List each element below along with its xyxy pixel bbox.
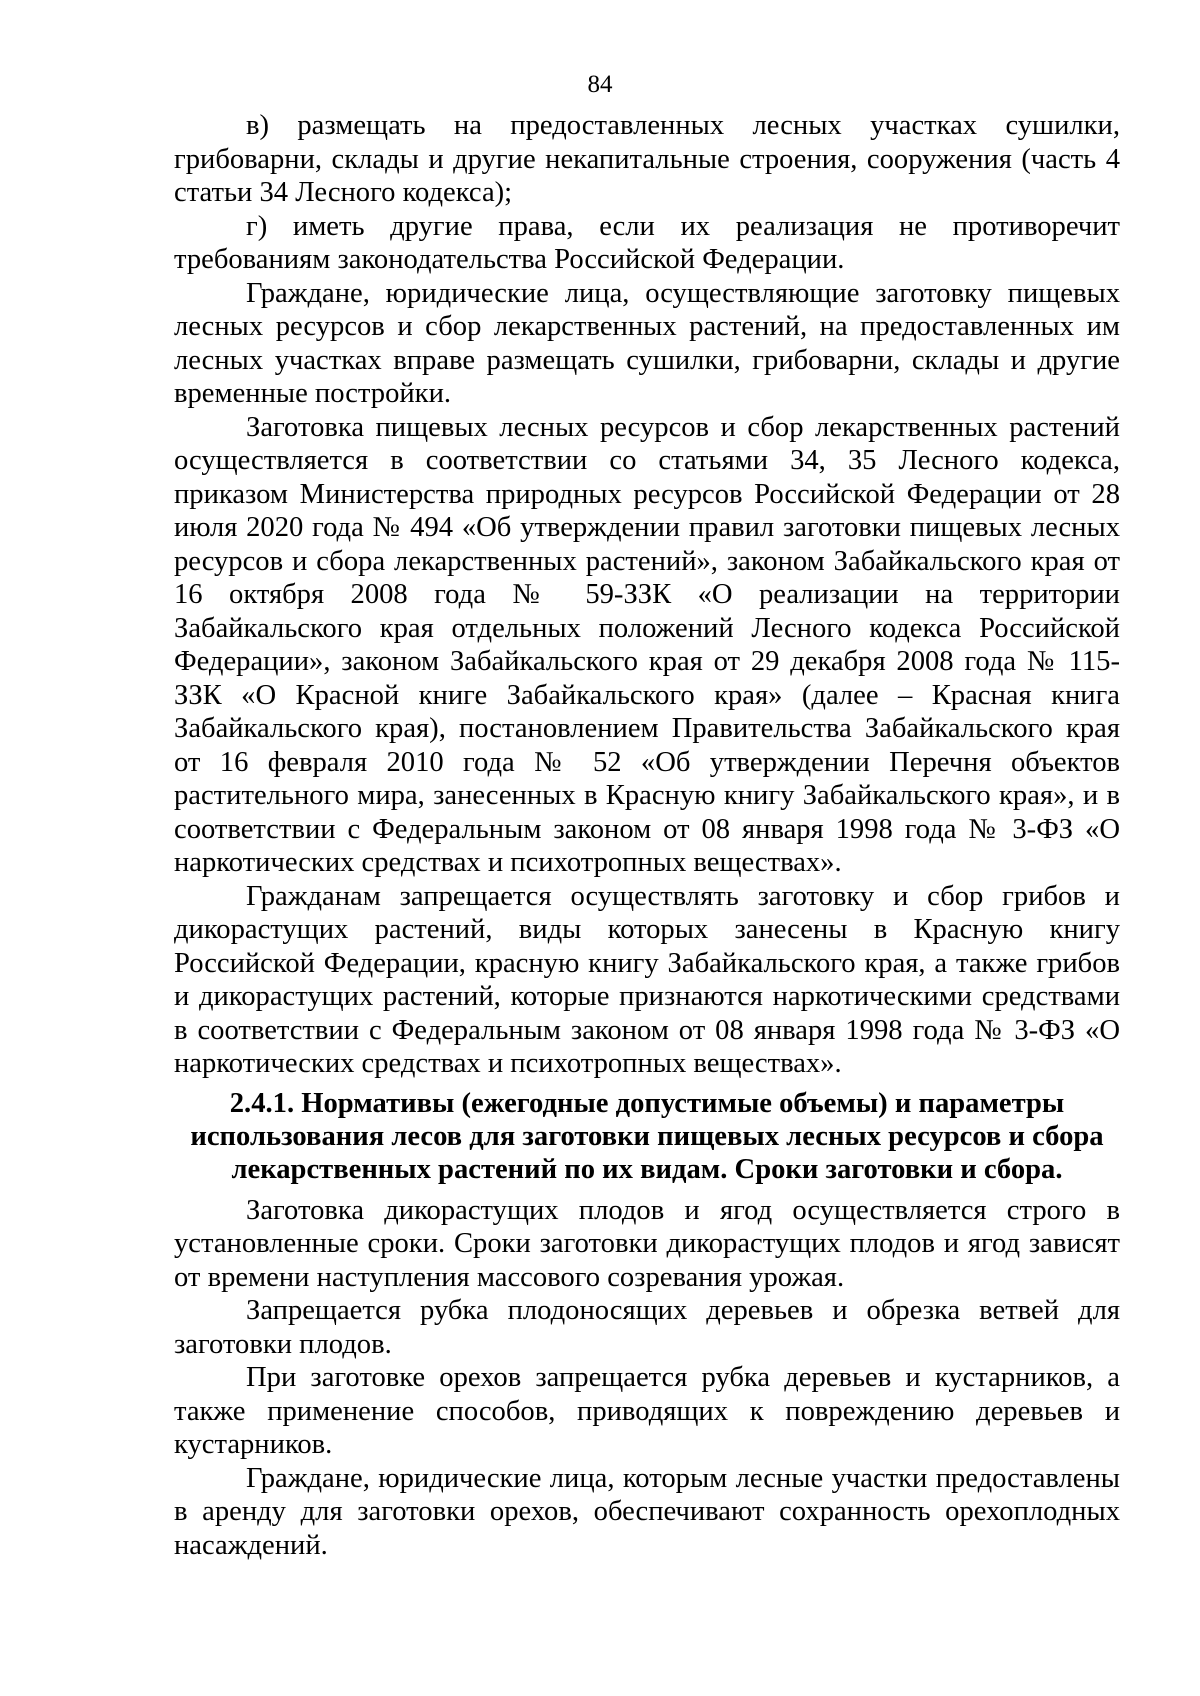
page-number: 84 [587,71,613,98]
paragraph-prohibition-red-book: Гражданам запрещается осуществлять заготовку и сбор грибов и дикорастущих растений, виды которых занесены в Красную книгу Российской Федерации, красную книгу Забайкальского края, а также грибов и дикорастущих растений, которые признаются наркотическими средствами в соответствии с Федеральным законом от 08 января 1998 года № 3-ФЗ «О наркотических средствах и психотропных веществах». [174,880,1120,1079]
paragraph-fruit-berries-terms: Заготовка дикорастущих плодов и ягод осуществляется строго в установленные сроки. Сроки заготовки дикорастущих плодов и ягод зависят от времени наступления массового созревания урожая. [174,1194,1120,1293]
paragraph-legal-basis: Заготовка пищевых лесных ресурсов и сбор лекарственных растений осуществляется в соответствии со статьями 34, 35 Лесного кодекса, приказом Министерства природных ресурсов Российской Федерации от 28 июля 2020 года № 494 «Об утверждении правил заготовки пищевых лесных ресурсов и сбора лекарственных растений», законом Забайкальского края от 16 октября 2008 года № 59-ЗЗК «О реализации на территории Забайкальского края отдельных положений Лесного кодекса Российской Федерации», законом Забайкальского края от 29 декабря 2008 года № 115-ЗЗК «О Красной книге Забайкальского края» (далее – Красная книга Забайкальского края), постановлением Правительства Забайкальского края от 16 февраля 2010 года № 52 «Об утверждении Перечня объектов растительного мира, занесенных в Красную книгу Забайкальского края», и в соответствии с Федеральным законом от 08 января 1998 года № 3-ФЗ «О наркотических средствах и психотропных веществах». [174,411,1120,878]
paragraph-nuts-harvesting: При заготовке орехов запрещается рубка деревьев и кустарников, а также применение способов, приводящих к повреждению деревьев и кустарников. [174,1362,1120,1460]
paragraph-item-g: г) иметь другие права, если их реализация не противоречит требованиям законодательства Российской Федерации. [174,210,1120,275]
paragraph-item-v: в) размещать на предоставленных лесных участках сушилки, грибоварни, склады и другие некапитальные строения, сооружения (часть 4 статьи 34 Лесного кодекса); [174,110,1120,208]
paragraph-felling-prohibited: Запрещается рубка плодоносящих деревьев и обрезка ветвей для заготовки плодов. [174,1295,1120,1360]
page-content [174,109,1120,1562]
paragraph-temporary-buildings: Граждане, юридические лица, осуществляющие заготовку пищевых лесных ресурсов и сбор лекарственных растений, на предоставленных им лесных участках вправе размещать сушилки, грибоварни, склады и другие временные постройки. [174,277,1120,409]
paragraph-nut-plantations: Граждане, юридические лица, которым лесные участки предоставлены в аренду для заготовки орехов, обеспечивают сохранность орехоплодных насаждений. [174,1462,1120,1561]
section-heading: 2.4.1. Нормативы (ежегодные допустимые объемы) и параметры использования лесов для заготовки пищевых лесных ресурсов и сбора лекарственных растений по их видам. Сроки заготовки и сбора. [190,1087,1104,1185]
